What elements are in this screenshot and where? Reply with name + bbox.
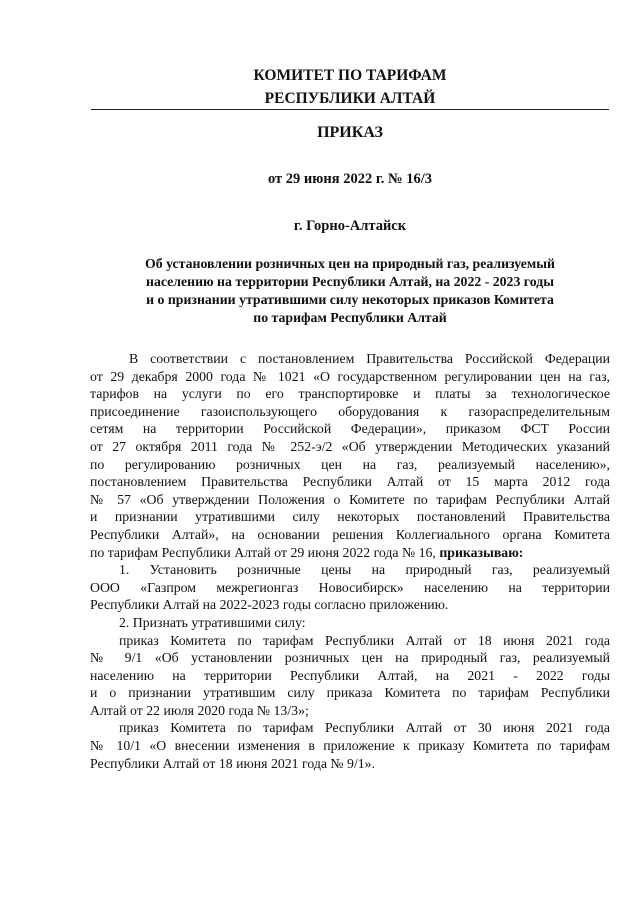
- item2-sub-b-line: № 10/1 «О внесении изменения в приложение к приказу Комитета по тарифам: [90, 738, 610, 754]
- preamble-line: и признании утратившими силу некоторых постановлений Правительства: [90, 509, 610, 525]
- preamble-line: тарифов на услуги по его транспортировке и платы за технологическое: [90, 386, 610, 402]
- header-divider: [91, 109, 609, 110]
- item1-line: ООО «Газпром межрегионгаз Новосибирск» населению на территории: [90, 579, 610, 595]
- item2-sub-a-line: населению на территории Республики Алтай, на 2021 - 2022 годы: [90, 667, 610, 683]
- subject-line: Об установлении розничных цен на природный газ, реализуемый: [144, 256, 556, 271]
- document-body: [90, 350, 610, 772]
- item2-heading: 2. Признать утратившими силу:: [119, 614, 306, 630]
- preamble-line: присоединение газоиспользующего оборудования к газораспределительным: [90, 403, 610, 419]
- item2-sub-a-line: № 9/1 «Об установлении розничных цен на природный газ, реализуемый: [90, 650, 610, 666]
- item2-sub-a-line: Алтай от 22 июля 2020 года № 13/3»;: [90, 702, 309, 718]
- item2-sub-a-line: и о признании утратившим силу приказа Комитета по тарифам Республики: [90, 685, 610, 701]
- preamble-line: Республики Алтай», на основании решения Коллегиального органа Комитета: [90, 526, 610, 542]
- preamble-last-text: по тарифам Республики Алтай от 29 июня 2022 года № 16,: [90, 544, 436, 560]
- preamble-line: от 29 декабря 2000 года № 1021 «О государственном регулировании цен на газ,: [90, 368, 610, 384]
- preamble-line: В соответствии с постановлением Правительства Российской Федерации: [129, 351, 610, 366]
- subject-line: и о признании утратившими силу некоторых приказов Комитета: [146, 292, 554, 307]
- item1-line: 1. Установить розничные цены на природный газ, реализуемый: [119, 562, 610, 578]
- preamble-line: сетям на территории Российской Федерации», приказом ФСТ России: [90, 421, 610, 437]
- item2-sub-b-line: приказ Комитета по тарифам Республики Алтай от 30 июня 2021 года: [119, 720, 610, 736]
- preamble-line: от 27 октября 2011 года № 252-э/2 «Об утверждении Методических указаний: [90, 438, 610, 454]
- order-word: приказываю:: [439, 544, 524, 560]
- item2-sub-a-line: приказ Комитета по тарифам Республики Алтай от 18 июня 2021 года: [119, 632, 610, 648]
- preamble-line: № 57 «Об утверждении Положения о Комитете по тарифам Республики Алтай: [90, 491, 610, 507]
- document-subject: [125, 255, 575, 327]
- subject-line: по тарифам Республики Алтай: [253, 310, 447, 325]
- preamble-line: постановлением Правительства Республики Алтай от 15 марта 2012 года: [90, 474, 610, 490]
- document-date-number: от 29 июня 2022 г. № 16/3: [268, 171, 432, 187]
- subject-line: населению на территории Республики Алтай, на 2022 - 2023 годы: [146, 274, 554, 289]
- preamble-last-line: [90, 544, 610, 562]
- item1-line: Республики Алтай на 2022-2023 годы согласно приложению.: [90, 597, 449, 613]
- document-type: ПРИКАЗ: [317, 124, 383, 141]
- item2-sub-b-line: Республики Алтай от 18 июня 2021 года № 9/1».: [90, 755, 376, 771]
- org-name-line1: КОМИТЕТ ПО ТАРИФАМ: [253, 67, 447, 84]
- preamble-line: по регулированию розничных цен на газ, реализуемый населению»,: [90, 456, 610, 472]
- document-city: г. Горно-Алтайск: [293, 218, 407, 234]
- org-name-line2: РЕСПУБЛИКИ АЛТАЙ: [264, 90, 436, 107]
